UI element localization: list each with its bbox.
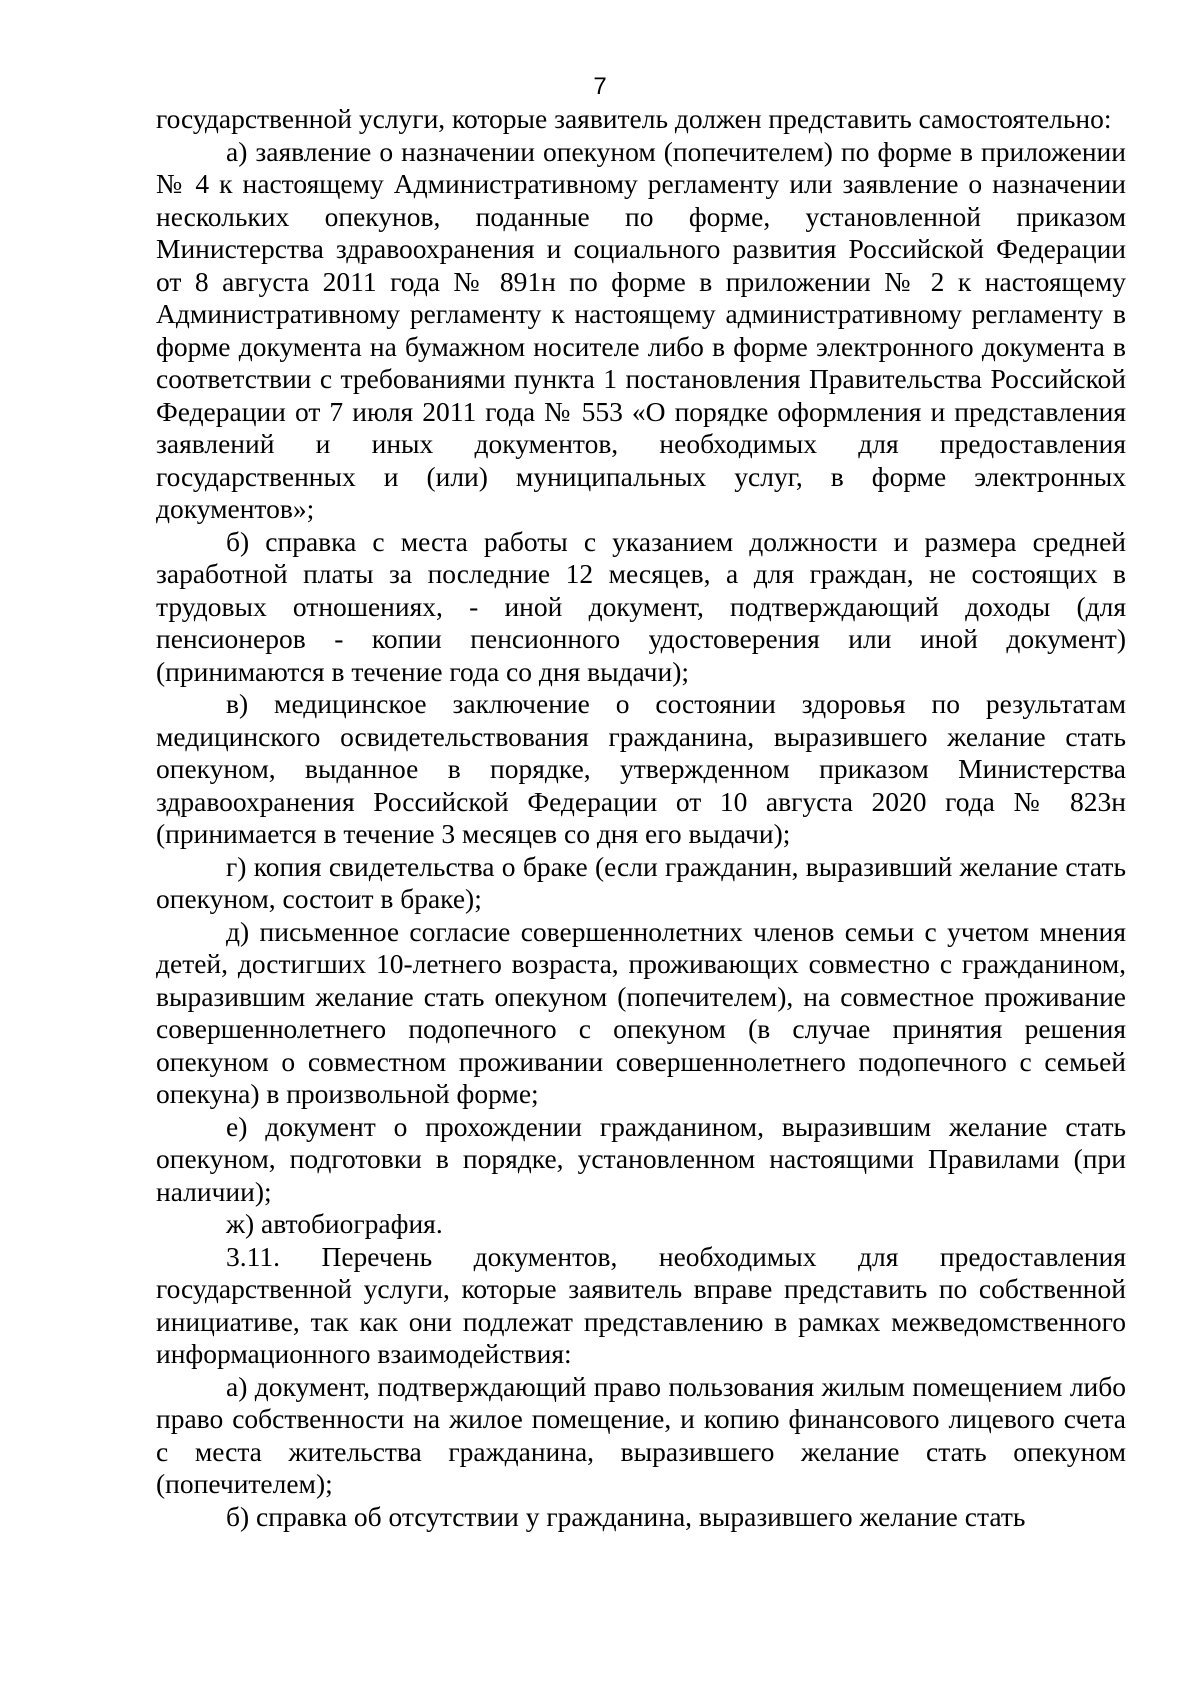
paragraph-item-b-absence-certificate: б) справка об отсутствии у гражданина, выразившего желание стать <box>226 1500 1026 1532</box>
document-body <box>156 103 1126 1533</box>
paragraph-item-a-housing-document: а) документ, подтверждающий право пользования жилым помещением либо право собственности на жилое помещение, и копию финансового лицевого счета с места жительства гражданина, выразившего желание стать опекуном (попечителем); <box>156 1370 1126 1499</box>
paragraph-item-zh-autobiography: ж) автобиография. <box>226 1208 443 1239</box>
paragraph-item-b-income-certificate: б) справка с места работы с указанием должности и размера средней заработной платы за последние 12 месяцев, а для граждан, не состоящих в трудовых отношениях, - иной документ, подтверждающий доходы (для пенсионеров - копии пенсионного удостоверения или иной документ) (принимаются в течение года со дня выдачи); <box>156 525 1126 687</box>
paragraph-item-e-training-document: е) документ о прохождении гражданином, выразившим желание стать опекуном, подготовки в порядке, установленном настоящими Правилами (при наличии); <box>156 1110 1126 1207</box>
paragraph-item-g-marriage-certificate: г) копия свидетельства о браке (если гражданин, выразивший желание стать опекуном, состоит в браке); <box>156 850 1126 914</box>
paragraph-item-a-application: а) заявление о назначении опекуном (попечителем) по форме в приложении № 4 к настоящему Административному регламенту или заявление о назначении нескольких опекунов, поданные по форме, установленной приказом Министерства здравоохранения и социального развития Российской Федерации от 8 августа 2011 года № 891н по форме в приложении № 2 к настоящему Административному регламенту к настоящему административному регламенту в форме документа на бумажном носителе либо в форме электронного документа в соответствии с требованиями пункта 1 постановления Правительства Российской Федерации от 7 июля 2011 года № 553 «О порядке оформления и представления заявлений и иных документов, необходимых для предоставления государственных и (или) муниципальных услуг, в форме электронных документов»; <box>156 135 1126 524</box>
paragraph-continuation: государственной услуги, которые заявитель должен представить самостоятельно: <box>156 103 1112 134</box>
paragraph-section-3-11: 3.11. Перечень документов, необходимых для предоставления государственной услуги, которые заявитель вправе представить по собственной инициативе, так как они подлежат представлению в рамках межведомственного информационного взаимодействия: <box>156 1240 1126 1369</box>
page-number: 7 <box>593 73 607 100</box>
paragraph-item-d-family-consent: д) письменное согласие совершеннолетних членов семьи с учетом мнения детей, достигших 10-летнего возраста, проживающих совместно с гражданином, выразившим желание стать опекуном (попечителем), на совместное проживание совершеннолетнего подопечного с опекуном (в случае принятия решения опекуном о совместном проживании совершеннолетнего подопечного с семьей опекуна) в произвольной форме; <box>156 915 1126 1109</box>
paragraph-item-v-medical-report: в) медицинское заключение о состоянии здоровья по результатам медицинского освидетельствования гражданина, выразившего желание стать опекуном, выданное в порядке, утвержденном приказом Министерства здравоохранения Российской Федерации от 10 августа 2020 года № 823н (принимается в течение 3 месяцев со дня его выдачи); <box>156 688 1126 849</box>
